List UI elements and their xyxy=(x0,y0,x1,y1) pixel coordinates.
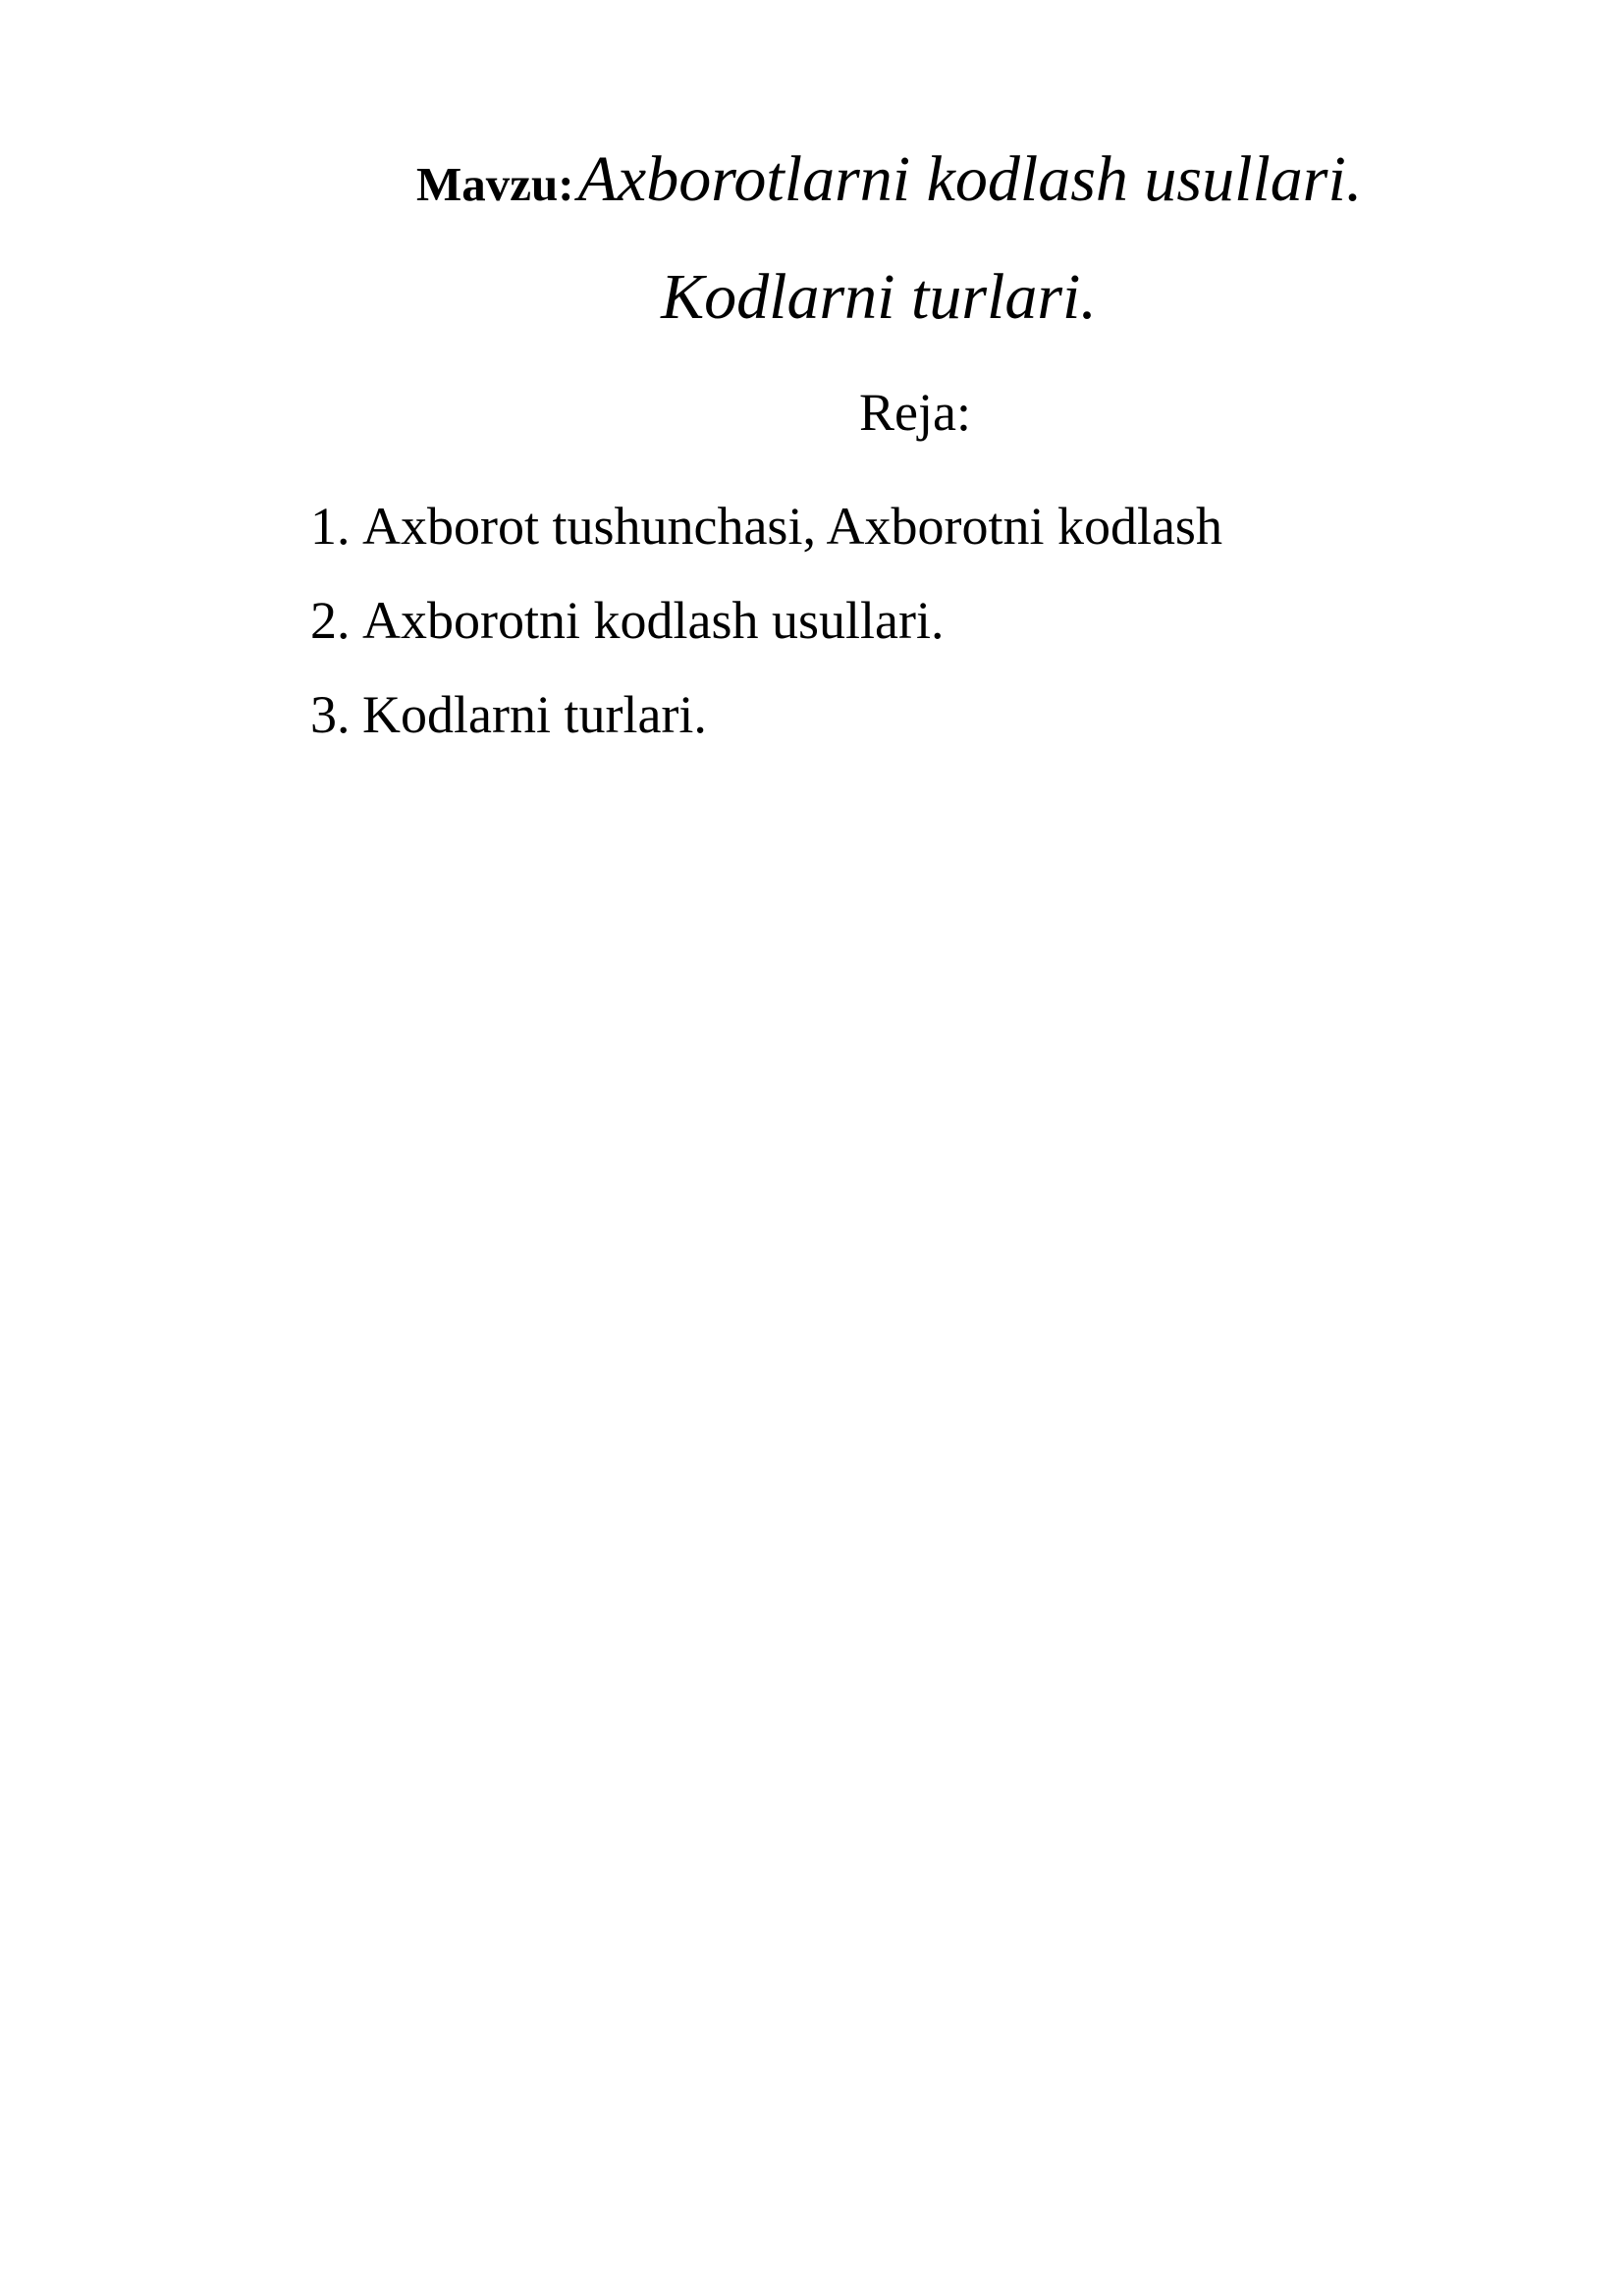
plan-item-text: Axborotni kodlash usullari. xyxy=(362,591,945,650)
plan-item-number: 1. xyxy=(310,497,351,556)
plan-item-text: Kodlarni turlari. xyxy=(362,685,707,744)
plan-item-number: 2. xyxy=(310,591,351,650)
plan-item-number: 3. xyxy=(310,685,351,744)
plan-item xyxy=(310,573,1222,667)
plan-item xyxy=(310,667,1222,762)
plan-item xyxy=(310,479,1222,573)
title-label: Mavzu: xyxy=(416,157,574,211)
plan-list xyxy=(310,479,1222,762)
title-text-line2: Kodlarni turlari. xyxy=(661,261,1097,333)
title-text: Axborotlarni kodlash usullari. xyxy=(577,143,1363,215)
plan-heading: Reja: xyxy=(859,383,971,442)
plan-item-text: Axborot tushunchasi, Axborotni kodlash xyxy=(362,497,1222,556)
document-title xyxy=(416,143,1363,215)
